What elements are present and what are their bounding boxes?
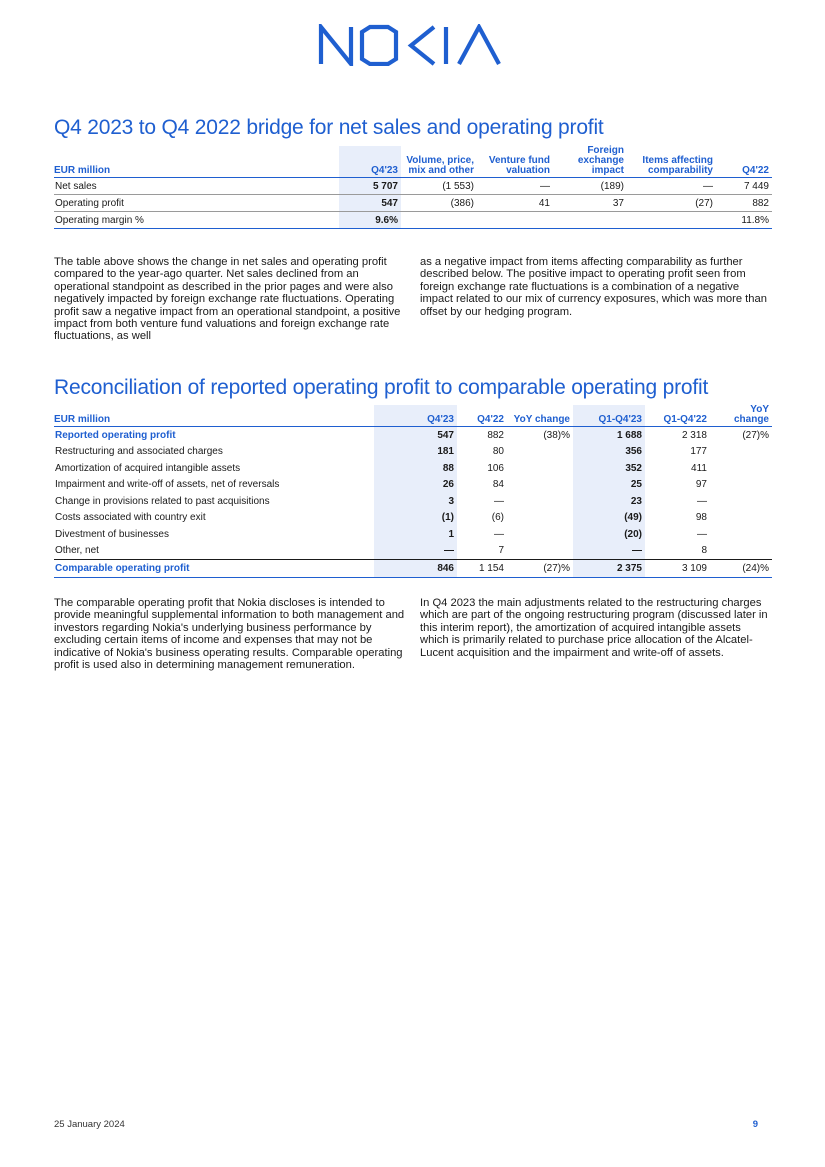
section1-title: Q4 2023 to Q4 2022 bridge for net sales and operating profit (54, 116, 604, 139)
table-cell: (27) (627, 195, 716, 212)
table-cell: — (374, 543, 457, 560)
table-cell: — (494, 528, 504, 540)
row-label: Restructuring and associated charges (55, 446, 223, 458)
table-cell: 25 (573, 477, 645, 494)
table-cell: 41 (477, 195, 553, 212)
table-cell: 5 707 (339, 178, 401, 195)
table-cell: 411 (691, 462, 707, 474)
footer-date: 25 January 2024 (54, 1119, 125, 1130)
col-header: Q4'23 (339, 146, 401, 178)
table-cell (477, 212, 553, 229)
table-cell: 181 (374, 444, 457, 461)
row-label: Comparable operating profit (54, 560, 374, 578)
table-cell: (24)% (710, 560, 772, 578)
table-cell: 1 688 (573, 427, 645, 444)
table-row (54, 178, 772, 195)
table-cell (710, 526, 772, 543)
table-row (54, 477, 772, 494)
bridge-paragraph-right: as a negative impact from items affecting comparability as further described below. The positive impact to operating profit seen from foreign exchange rate fluctuations is a combination of a negative impact related to our mix of currency exposures, which was more than offset by our hedging program. (420, 256, 767, 318)
table-cell: — (697, 495, 707, 507)
table-cell: 26 (374, 477, 457, 494)
col-header: Q1-Q4'23 (573, 405, 645, 427)
table-cell: (27)% (742, 429, 769, 441)
table-cell: 7 449 (716, 178, 772, 195)
reconciliation-paragraph-left: The comparable operating profit that Nokia discloses is intended to provide meaningful supplemental information to both management and investors regarding Nokia's underlying business performance by excluding certain items of income and expenses that may not be indicative of Nokia's business operating results. Comparable operating profit is used also in determining management remuneration. (54, 597, 405, 672)
table-cell: 2 318 (681, 429, 707, 441)
nokia-logo (0, 24, 825, 71)
reconciliation-paragraph-right: In Q4 2023 the main adjustments related to the restructuring charges which are part of the ongoing restructuring program (discussed later in this interim report), the amortization of acquired intangible assets which is primarily related to purchase price allocation of the Alcatel-Lucent acquisition and the impairment and write-off of assets. (420, 597, 768, 659)
table-row (54, 543, 772, 560)
table-cell: 846 (374, 560, 457, 578)
table-row (54, 444, 772, 461)
table-cell: 1 (374, 526, 457, 543)
table-row (54, 427, 772, 444)
col-header: Q4'22 (457, 405, 507, 427)
nokia-logo-mark (318, 24, 508, 66)
table-cell: 177 (690, 446, 707, 458)
col-header: Foreign exchange impact (553, 146, 627, 178)
table-cell: 106 (487, 462, 504, 474)
table-cell: — (697, 528, 707, 540)
table-cell (401, 212, 477, 229)
table-cell (507, 444, 573, 461)
table-cell: 2 375 (573, 560, 645, 578)
table-cell: 8 (645, 543, 710, 560)
table-cell (507, 543, 573, 560)
row-label: Other, net (54, 543, 374, 560)
table-cell: 97 (695, 479, 707, 491)
row-label: Impairment and write-off of assets, net of reversals (55, 479, 280, 491)
table-cell: 882 (487, 429, 504, 441)
row-label: Operating margin % (54, 212, 339, 229)
table-cell: (38)% (543, 429, 570, 441)
section2-title: Reconciliation of reported operating profit to comparable operating profit (54, 376, 709, 399)
table-row (54, 510, 772, 527)
row-label: Amortization of acquired intangible assets (55, 462, 241, 474)
table-cell (553, 212, 627, 229)
reconciliation-table-header (54, 405, 772, 427)
table-cell: 11.8% (716, 212, 772, 229)
table-cell (507, 510, 573, 527)
col-header: EUR million (54, 405, 374, 427)
table-cell: 98 (695, 512, 707, 524)
table-cell: (189) (553, 178, 627, 195)
table-cell (710, 493, 772, 510)
table-cell: (386) (401, 195, 477, 212)
bridge-paragraph-left: The table above shows the change in net sales and operating profit compared to the year-ago quarter. Net sales declined from an operational standpoint as described in the prior pages and were also negatively impacted by foreign exchange rate fluctuations. Operating profit saw a negative impact from an operational standpoint, a positive impact from both venture fund valuations and foreign exchange rate fluctuations, as well (54, 256, 401, 343)
table-cell: 3 109 (645, 560, 710, 578)
col-header: EUR million (54, 146, 339, 178)
table-cell (710, 477, 772, 494)
col-header: Q4'23 (374, 405, 457, 427)
table-cell: 9.6% (339, 212, 401, 229)
table-row (54, 526, 772, 543)
col-header: YoY change (710, 405, 772, 427)
col-header: Q1-Q4'22 (645, 405, 710, 427)
table-cell: — (627, 178, 716, 195)
table-cell: (6) (491, 512, 504, 524)
row-label: Net sales (54, 178, 339, 195)
table-cell (710, 510, 772, 527)
col-header: Volume, price, mix and other (401, 146, 477, 178)
page-number: 9 (752, 1119, 758, 1130)
table-cell: 3 (374, 493, 457, 510)
table-cell (710, 460, 772, 477)
table-cell: (27)% (507, 560, 573, 578)
row-label: Operating profit (54, 195, 339, 212)
table-cell: 356 (573, 444, 645, 461)
table-row (54, 460, 772, 477)
col-header: Items affecting comparability (627, 146, 716, 178)
table-cell: 1 154 (457, 560, 507, 578)
table-cell: (1 553) (401, 178, 477, 195)
table-cell (507, 477, 573, 494)
table-cell: 547 (374, 427, 457, 444)
table-cell: (49) (573, 510, 645, 527)
row-label: Change in provisions related to past acquisitions (55, 495, 270, 507)
table-row (54, 212, 772, 229)
col-header: Venture fund valuation (477, 146, 553, 178)
table-cell: 352 (573, 460, 645, 477)
table-cell: 84 (492, 479, 504, 491)
row-label: Divestment of businesses (55, 528, 169, 540)
table-cell: 88 (374, 460, 457, 477)
table-cell (710, 444, 772, 461)
table-cell (710, 543, 772, 560)
table-cell (507, 460, 573, 477)
table-cell (627, 212, 716, 229)
bridge-table (54, 146, 772, 229)
table-cell: 547 (339, 195, 401, 212)
table-cell: 7 (457, 543, 507, 560)
table-cell (507, 526, 573, 543)
table-cell: — (494, 495, 504, 507)
row-label: Costs associated with country exit (55, 512, 206, 524)
col-header: Q4'22 (716, 146, 772, 178)
table-cell: (20) (573, 526, 645, 543)
table-cell: 882 (716, 195, 772, 212)
table-row (54, 560, 772, 578)
table-cell: (1) (374, 510, 457, 527)
table-cell: — (477, 178, 553, 195)
bridge-table-header (54, 146, 772, 178)
table-cell (507, 493, 573, 510)
row-label: Reported operating profit (55, 429, 176, 441)
table-cell: 80 (492, 446, 504, 458)
table-row (54, 195, 772, 212)
table-row (54, 493, 772, 510)
table-cell: 23 (573, 493, 645, 510)
col-header: YoY change (507, 405, 573, 427)
reconciliation-table (54, 405, 772, 578)
table-cell: 37 (553, 195, 627, 212)
table-cell: — (573, 543, 645, 560)
